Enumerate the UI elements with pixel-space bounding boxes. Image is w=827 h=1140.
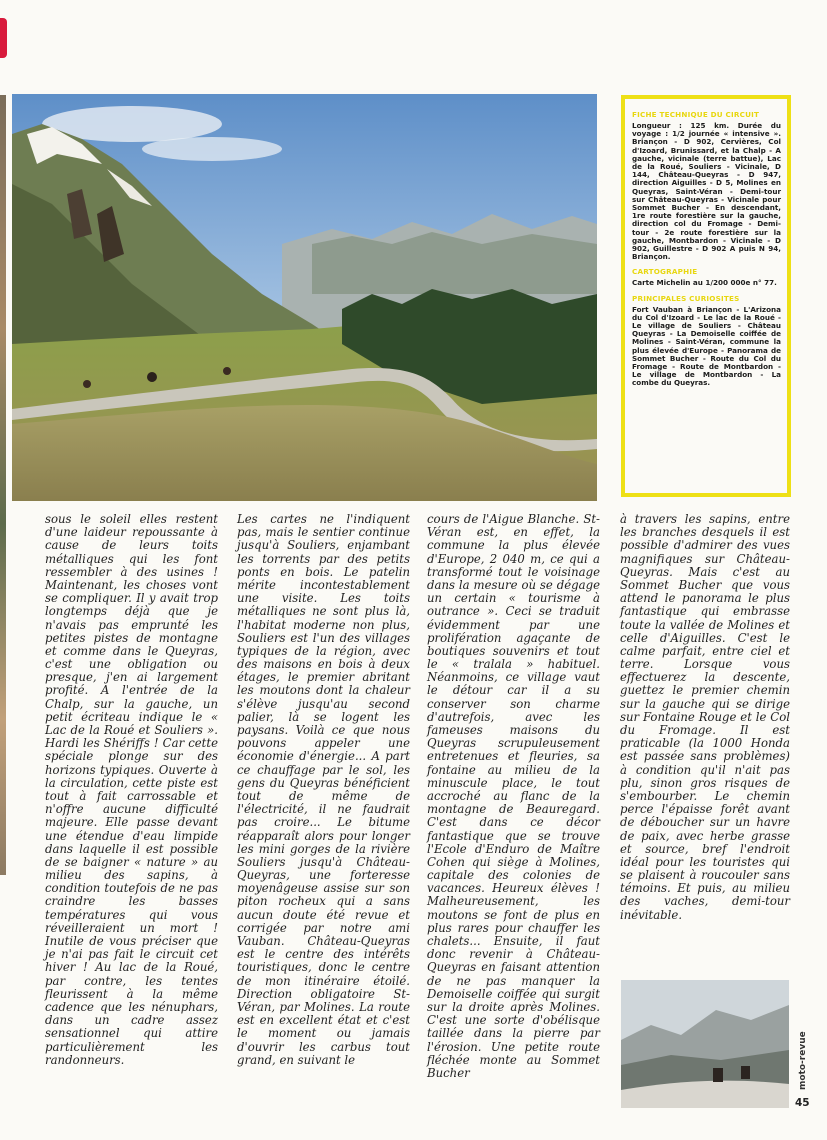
- article-column-2: [237, 513, 410, 1067]
- article-column-4: [620, 513, 790, 922]
- adjacent-page-strip: [0, 95, 6, 875]
- page-edge-tab: [0, 18, 7, 58]
- fiche-title-cartography: CARTOGRAPHIE: [632, 267, 698, 277]
- riders-small-photo: [621, 980, 789, 1108]
- fiche-title-circuit: FICHE TECHNIQUE DU CIRCUIT: [632, 110, 760, 119]
- column-2-text: Les cartes ne l'indiquent pas, mais le sentier continue jusqu'à Souliers, enjambant les torrents par des petits ponts en bois. Le patelin mérite incontestablement une visite. Les toits métalliques ne sont plus là, l'habitat moderne non plus, Souliers est l'un des villages typiques de la région, avec des maisons en bois à deux étages, le premier abritant les moutons dont la chaleur s'élève jusqu'au second palier, là se logent les paysans. Voilà ce que nous pouvons appeler une économie d'énergie... A part ce chauffage par le sol, les gens du Queyras bénéficient tout de même de l'électricité, il ne faudrait pas croire... Le bitume réapparaît alors pour longer les mini gorges de la rivière Souliers jusqu'à Château-Queyras, une forteresse moyenâgeuse assise sur son piton rocheux qui a sans aucun doute été revue et corrigée par notre ami Vauban. Château-Queyras est le centre des intérêts touristiques, donc le centre de mon itinéraire étoilé. Direction obligatoire St-Véran, par Molines. La route est en excellent état et c'est le moment ou jamais d'ouvrir les carbus tout grand, en suivant le: [237, 512, 410, 1067]
- magazine-brand: [797, 1030, 811, 1090]
- brand-text: moto-revue: [798, 1031, 808, 1090]
- fiche-circuit-text: Longueur : 125 km. Durée du voyage : 1/2 journée « intensive ». Briançon - D 902, Cervières, Col d'Izoard, Brunissard, et la Chalp - A gauche, vicinale (terre battue), Lac de la Roué, Souliers - Vicinale, D 144, Château-Queyras - D 947, direction Aiguilles - D 5, Molines en Queyras, Saint-Véran - Demi-tour sur Château-Queyras - Vicinale pour Sommet Bucher - En descendant, 1re route forestière sur la gauche, direction col du Fromage - Demi-tour - 2e route forestière sur la gauche, Montbardon - Vicinale - D 902, Guillestre - D 902 A puis N 94, Briançon.: [632, 121, 781, 262]
- fiche-title-curiosities: PRINCIPALES CURIOSITES: [632, 293, 740, 303]
- technical-sheet-box: [621, 95, 791, 497]
- article-column-1: [45, 513, 218, 1067]
- fiche-cartography-text: Carte Michelin au 1/200 000e n° 77.: [632, 278, 777, 288]
- column-1-text: sous le soleil elles restent d'une laideur repoussante à cause de leurs toits métalliques qui les font ressembler à des usines ! Maintenant, les choses vont se compliquer. Il y avait trop longtemps déjà que je n'avais pas emprunté les petites pistes de montagne et comme dans le Queyras, c'est une obligation ou presque, j'en ai largement profité. A l'entrée de la Chalp, sur la gauche, un petit écriteau indique le « Lac de la Roué et Souliers ». Hardi les Shériffs ! Car cette spéciale plonge sur des horizons typiques. Ouverte à la circulation, cette piste est tout à fait carrossable et n'offre aucune difficulté majeure. Elle passe devant une étendue d'eau limpide dans laquelle il est possible de se baigner « nature » au milieu des sapins, à condition toutefois de ne pas craindre les basses températures qui vous réveilleraient un mort ! Inutile de vous préciser que je n'ai pas fait le circuit cet hiver ! Au lac de la Roué, par contre, les tentes fleurissent à la même cadence que les nénuphars, dans un cadre assez sensationnel qui attire particulièrement les randonneurs.: [45, 512, 218, 1067]
- mountain-road-photo: [12, 94, 597, 501]
- column-4-text: à travers les sapins, entre les branches desquels il est possible d'admirer des vues magnifiques sur Château-Queyras. Mais c'est au Sommet Bucher que vous attend le panorama le plus fantastique qui embrasse toute la vallée de Molines et celle d'Aiguilles. C'est le calme parfait, entre ciel et terre. Lorsque vous effectuerez la descente, guettez le premier chemin sur la gauche qui se dirige sur Fontaine Rouge et le Col du Fromage. Il est praticable (la 1000 Honda est passée sans problèmes) à condition qu'il n'ait pas plu, sinon gros risques de s'embourber. Le chemin perce l'épaisse forêt avant de déboucher sur un havre de paix, avec herbe grasse et source, bref l'endroit idéal pour les touristes qui se plaisent à roucouler sans témoins. Et puis, au milieu des vaches, demi-tour inévitable.: [620, 512, 790, 922]
- column-3-text: cours de l'Aigue Blanche. St-Véran est, en effet, la commune la plus élevée d'Europe, 2 040 m, ce qui a transformé tout le voisinage dans la mesure où se dégage un certain « tourisme à outrance ». Ceci se traduit évidemment par une prolifération agaçante de boutiques souvenirs et tout le « tralala » habituel. Néanmoins, ce village vaut le détour car il a su conserver son charme d'autrefois, avec les fameuses maisons du Queyras scrupuleusement entretenues et fleuries, sa fontaine au milieu de la minuscule place, le tout accroché au flanc de la montagne de Beauregard. C'est dans ce décor fantastique que se trouve l'Ecole d'Enduro de Maître Cohen qui siège à Molines, capitale des colonies de vacances. Heureux élèves ! Malheureusement, les moutons se font de plus en plus rares pour chauffer les chalets... Ensuite, il faut donc revenir à Château-Queyras en faisant attention de ne pas manquer la Demoiselle coiffée qui surgit sur la droite après Molines. C'est une sorte d'obélisque taillée dans la pierre par l'érosion. Une petite route fléchée monte au Sommet Bucher: [427, 512, 600, 1080]
- article-column-3: [427, 513, 600, 1080]
- page-number: 45: [795, 1097, 810, 1109]
- fiche-curiosities-text: Fort Vauban à Briançon - L'Arizona du Col d'Izoard - Le lac de la Roué - Le village de Souliers - Château Queyras - La Demoiselle coiffée de Molines - Saint-Véran, commune la plus élevée d'Europe - Panorama de Sommet Bucher - Route du Col du Fromage - Route de Montbardon - Le village de Montbardon - La combe du Queyras.: [632, 304, 781, 388]
